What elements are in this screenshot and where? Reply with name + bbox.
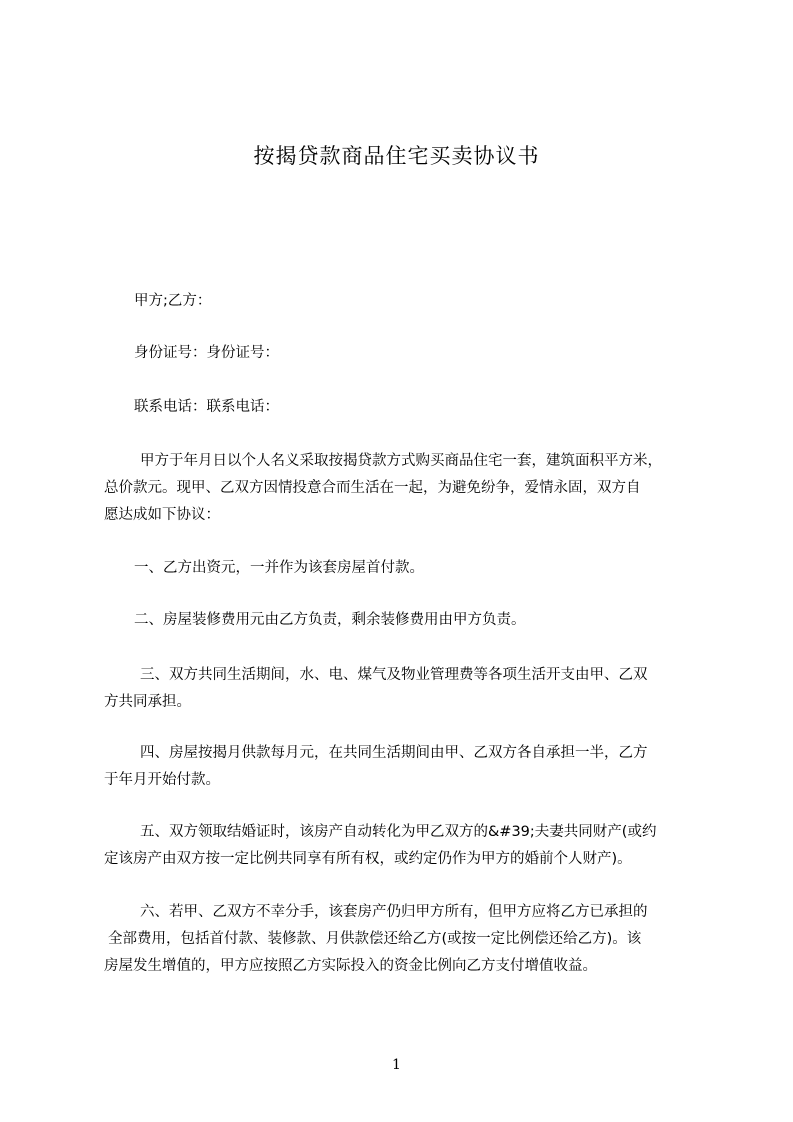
clause-4 (104, 740, 708, 794)
clause-2 (104, 607, 708, 634)
clause-4-line-2: 于年月开始付款。 (104, 772, 220, 788)
document-title: 按揭贷款商品住宅买卖协议书 (253, 144, 540, 168)
clause-1-line-1: 一、乙方出资元，一并作为该套房屋首付款。 (134, 560, 424, 576)
id-number-line (104, 340, 708, 367)
phone-line (104, 394, 708, 421)
page-number: 1 (392, 1057, 401, 1073)
clause-5 (104, 819, 708, 873)
intro-line-2: 总价款元。现甲、乙双方因情投意合而生活在一起，为避免纷争，爱情永固，双方自 (104, 480, 641, 496)
clause-1 (104, 555, 708, 582)
intro-line-3: 愿达成如下协议： (104, 507, 220, 523)
parties-line (104, 288, 708, 315)
intro-paragraph (104, 448, 708, 529)
clause-5-line-2: 定该房产由双方按一定比例共同享有所有权，或约定仍作为甲方的婚前个人财产)。 (104, 851, 632, 867)
clause-6-line-3: 房屋发生增值的，甲方应按照乙方实际投入的资金比例向乙方支付增值收益。 (104, 958, 597, 974)
phone-text: 联系电话：联系电话： (134, 399, 279, 415)
clause-5-line-1: 五、双方领取结婚证时，该房产自动转化为甲乙双方的&#39;夫妻共同财产(或约 (140, 824, 657, 840)
clause-4-line-1: 四、房屋按揭月供款每月元，在共同生活期间由甲、乙双方各自承担一半，乙方 (140, 745, 648, 761)
clause-3 (104, 662, 708, 716)
clause-2-line-1: 二、房屋装修费用元由乙方负责，剩余装修费用由甲方负责。 (134, 612, 526, 628)
parties-text: 甲方;乙方： (134, 293, 212, 309)
intro-line-1: 甲方于年月日以个人名义采取按揭贷款方式购买商品住宅一套，建筑面积平方米， (140, 453, 662, 469)
clause-6-line-1: 六、若甲、乙双方不幸分手，该套房产仍归甲方所有，但甲方应将乙方已承担的 (140, 904, 648, 920)
clause-6 (104, 899, 708, 980)
clause-6-line-2: 全部费用，包括首付款、装修款、月供款偿还给乙方(或按一定比例偿还给乙方)。该 (108, 931, 642, 947)
clause-3-line-2: 方共同承担。 (104, 694, 191, 710)
clause-3-line-1: 三、双方共同生活期间，水、电、煤气及物业管理费等各项生活开支由甲、乙双 (140, 667, 648, 683)
id-number-text: 身份证号：身份证号： (134, 345, 279, 361)
